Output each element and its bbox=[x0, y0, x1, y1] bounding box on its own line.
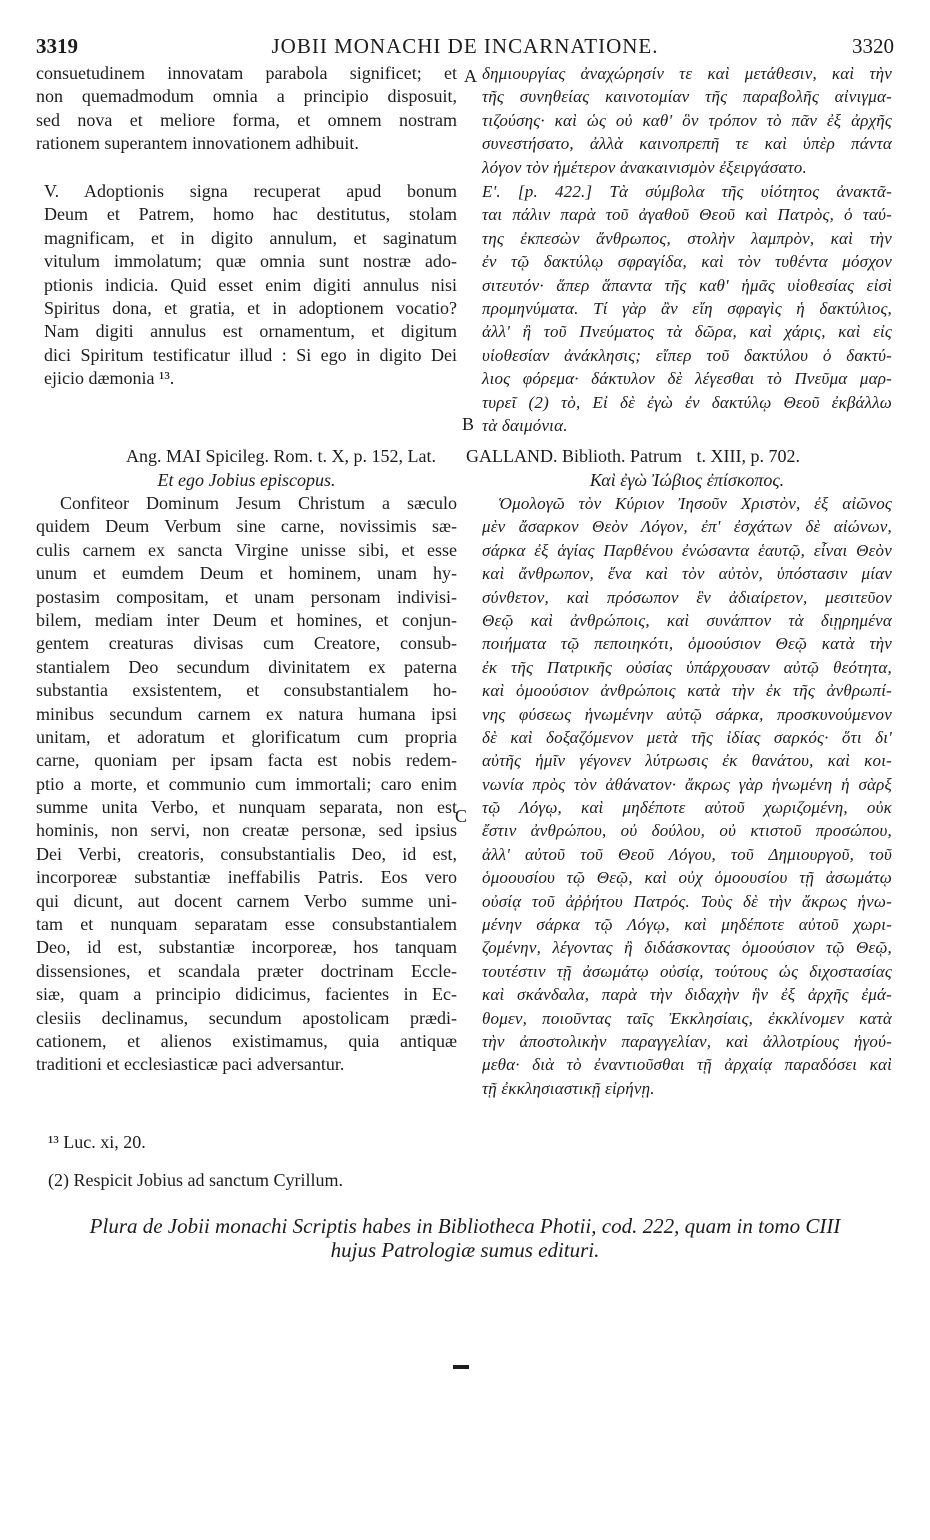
confession-greek bbox=[482, 492, 892, 1100]
text-line: της ἐκπεσὼν ἄνθρωπος, στολὴν λαμπρὸν, καὶ τὴν bbox=[482, 228, 892, 248]
text-line: V. Adoptionis signa recuperat apud bonum bbox=[44, 181, 457, 201]
running-header bbox=[36, 34, 894, 60]
text-line: οὐσίᾳ τοῦ ἀῤῥήτου Πατρός. Τοὺς δὲ τὴν ἄκρως ἡνω- bbox=[482, 891, 892, 911]
text-line: cationem, et alienos existimamus, quia antiquæ bbox=[36, 1030, 457, 1051]
text-line: ἀλλ' ἢ τοῦ Πνεύματος τὰ δῶρα, καὶ χάρις, καὶ εἰς bbox=[482, 322, 892, 342]
end-dash bbox=[453, 1365, 469, 1369]
page-title: JOBII MONACHI DE INCARNATIONE. bbox=[271, 34, 659, 58]
subtitle-latin: Et ego Jobius episcopus. bbox=[157, 470, 336, 490]
text-line: ptio a morte, et communio cum immortali; caro enim bbox=[36, 773, 457, 794]
text-line: ἐν τῷ δακτύλῳ σφραγίδα, καὶ τὸν τυθέντα μόσχον bbox=[482, 252, 892, 272]
closing-note-line-2: hujus Patrologiæ sumus edituri. bbox=[330, 1238, 600, 1262]
text-line: Deum et Patrem, homo hac destitutus, stolam bbox=[44, 204, 457, 225]
text-line: ται πάλιν παρὰ τοῦ ἀγαθοῦ Θεοῦ καὶ Πατρὸς, ὁ ταύ- bbox=[482, 205, 892, 225]
text-line: συνεστήσατο, ἀλλὰ καινοπρεπῆ τε καὶ ὑπὲρ πάντα bbox=[482, 134, 892, 154]
text-line: νης φύσεως ἡνωμένην αὐτῷ σάρκα, προσκυνούμενον bbox=[482, 704, 892, 724]
text-line: θομεν, ποιοῦντας ταῖς Ἐκκλησίαις, ἐκκλίνομεν κατὰ bbox=[482, 1008, 892, 1028]
text-line: culis carnem ex sancta Virgine unisse sibi, et esse bbox=[36, 539, 457, 560]
text-line: αὐτῆς ἡμῖν γέγονεν λύτρωσις ἐκ θανάτου, καὶ κοι- bbox=[482, 751, 892, 771]
text-line: quidem Deum Verbum sine carne, novissimis sæ- bbox=[36, 516, 457, 537]
subtitle-greek: Καὶ ἐγὼ Ἰώβιος ἐπίσκοπος. bbox=[589, 470, 785, 490]
text-line: substantia exsistentem, et consubstantialem ho- bbox=[36, 680, 457, 701]
text-line: ἐκ τῆς Πατρικῆς οὐσίας ὑπάρχουσαν αὐτῷ θεότητα, bbox=[482, 657, 892, 677]
section-v-greek bbox=[482, 180, 892, 437]
section-v-latin bbox=[44, 180, 457, 391]
closing-note bbox=[36, 1214, 894, 1262]
text-line: ποιήματα τῷ πεποιηκότι, ὁμοούσιον Θεῷ κατὰ τὴν bbox=[482, 634, 892, 654]
text-line: τιζούσης· καὶ ὡς οὐ καθ' ὃν τρόπον τὸ πᾶν ἐξ ἀρχῆς bbox=[482, 110, 892, 130]
text-line: magnificam, et in digito annulum, et saginatum bbox=[44, 227, 457, 248]
text-line: τῆς συνηθείας καινοτομίαν τῆς παραβολῆς αἰνιγμα- bbox=[482, 87, 892, 107]
text-line: υἱοθεσίαν ἀνάκλησις; εἴπερ τοῦ δακτύλου ὁ δακτύ- bbox=[482, 345, 892, 365]
text-line: Dei Verbi, creatoris, consubstantialis Deo, id est, bbox=[36, 843, 457, 864]
text-line: gentem creaturas divisas cum Creatore, consub- bbox=[36, 633, 457, 654]
text-line: τῇ ἐκκλησιαστικῇ εἰρήνῃ. bbox=[482, 1078, 655, 1098]
reference-galland: GALLAND. Biblioth. Patrum bbox=[466, 446, 682, 466]
text-line: unitam, et adoratum et glorificatum cum propria bbox=[36, 726, 457, 747]
text-line: hominis, non servi, non creatæ personæ, sed ipsius bbox=[36, 820, 457, 841]
column-number-right: 3320 bbox=[852, 34, 894, 58]
text-line: δημιουργίας ἀναχώρησίν τε καὶ μετάθεσιν, καὶ τὴν bbox=[482, 64, 892, 83]
text-line: unum et eumdem Deum et hominem, unam hy- bbox=[36, 563, 457, 584]
text-line: siæ, quam a principio didicimus, facientes in Ec- bbox=[36, 984, 457, 1005]
text-line: Spiritus dona, et gratia, et in adoptionem vocatio? bbox=[44, 297, 457, 318]
text-line: clesiis declinamus, secundum apostolicam prædi- bbox=[36, 1007, 457, 1028]
text-line: τῷ Λόγῳ, καὶ μηδέποτε αὐτοῦ χωριζομένη, οὐκ bbox=[482, 798, 892, 818]
text-line: προμηνύματα. Τί γὰρ ἂν εἴη σφραγὶς ἡ δακτύλιος, bbox=[482, 298, 892, 318]
text-line: μένην σάρκα τῷ Λόγῳ, καὶ μηδέποτε αὐτοῦ χωρι- bbox=[482, 915, 892, 935]
text-line: postasim compositam, et unam personam indivisi- bbox=[36, 586, 457, 607]
text-line: τὴν ἀποστολικὴν παραγγελίαν, καὶ ἀλλοτρίους ἡγού- bbox=[482, 1031, 892, 1051]
column-number-left: 3319 bbox=[36, 34, 78, 58]
text-line: dissensiones, et scandala præter doctrinam Eccle- bbox=[36, 960, 457, 981]
text-line: vitulum immolatum; quæ omnia sunt nostræ ado- bbox=[44, 251, 457, 272]
text-line: incorporeæ substantiæ ineffabilis Patris. Eos vero bbox=[36, 867, 457, 888]
text-line: μὲν ἄσαρκον Θεὸν Λόγον, ἐπ' ἐσχάτων δὲ αἰώνων, bbox=[482, 517, 892, 537]
footnote-13: ¹³ Luc. xi, 20. bbox=[48, 1132, 146, 1152]
text-line: ἔστιν ἀνθρώπου, οὐ δούλου, οὐ κτιστοῦ προσώπου, bbox=[482, 821, 892, 841]
margin-letter-c: C bbox=[455, 806, 468, 826]
reference-mai: Ang. MAI Spicileg. Rom. t. X, p. 152, Lat. bbox=[126, 446, 436, 466]
text-line: σιτευτόν· ἅπερ ἅπαντα τῆς καθ' ἡμᾶς υἱοθεσίας εἰσὶ bbox=[482, 275, 892, 295]
text-line: τουτέστιν τῇ ἀσωμάτῳ οὐσίᾳ, τούτους ὡς διχοστασίας bbox=[482, 961, 892, 981]
text-line: καὶ ἄνθρωπον, ἕνα καὶ τὸν αὐτὸν, ὑπόστασιν μίαν bbox=[482, 564, 892, 584]
text-line: ejicio dæmonia ¹³. bbox=[44, 368, 175, 389]
text-line: λιος φόρεμα· δάκτυλον δὲ λέγεσθαι τὸ Πνεῦμα μαρ- bbox=[482, 369, 892, 389]
text-line: summe unita Verbo, et nunquam separata, non est bbox=[36, 797, 457, 818]
text-line: tam et nunquam separatam esse consubstantialem bbox=[36, 914, 457, 935]
text-line: τυρεῖ (2) τὸ, Εἰ δὲ ἐγὼ ἐν δακτύλῳ Θεοῦ ἐκβάλλω bbox=[482, 392, 892, 412]
margin-letter-b: B bbox=[462, 414, 475, 434]
text-line: καὶ ὁμοούσιον ἀνθρώποις κατὰ τὴν ἐκ τῆς ἀνθρωπί- bbox=[482, 681, 892, 701]
text-line: ἀλλ' αὐτοῦ τοῦ Θεοῦ Λόγου, τοῦ Δημιουργοῦ, τοῦ bbox=[482, 844, 892, 864]
reference-volume: t. XIII, p. 702. bbox=[696, 446, 800, 466]
text-line: sed nova et meliore forma, et omnem nostram bbox=[36, 109, 457, 130]
text-line: traditioni et ecclesiasticæ paci adversantur. bbox=[36, 1054, 345, 1075]
text-line: νωνία πρὸς τὸν ἀθάνατον· ἄκρως γὰρ ἡνωμένη ἡ σὰρξ bbox=[482, 774, 892, 794]
top-latin-column bbox=[36, 62, 457, 156]
text-line: Ε'. [p. 422.] Τὰ σύμβολα τῆς υἱότητος ἀνακτᾶ- bbox=[482, 182, 892, 201]
text-line: Confiteor Dominum Jesum Christum a sæculo bbox=[60, 493, 457, 513]
text-line: qui dicunt, aut docent carnem Verbo summe uni- bbox=[36, 890, 457, 911]
text-line: ζομένην, λέγοντας ἢ διδάσκοντας ὁμοούσιον τῷ Θεῷ, bbox=[482, 938, 892, 958]
text-line: dici Spiritum testificatur illud : Si ego in digito Dei bbox=[44, 344, 457, 365]
text-line: δὲ καὶ δοξαζόμενον μετὰ τῆς ἰδίας σαρκός· ὅτι δι' bbox=[482, 727, 892, 747]
text-line: bilem, mediam inter Deum et homines, et conjun- bbox=[36, 609, 457, 630]
text-line: ptionis indicia. Quid esset enim digiti annulus nisi bbox=[44, 274, 457, 295]
confession-latin bbox=[36, 492, 457, 1077]
footnote-2: (2) Respicit Jobius ad sanctum Cyrillum. bbox=[48, 1170, 343, 1190]
text-line: Θεῷ καὶ ἀνθρώποις, καὶ συνάπτον τὰ διῃρημένα bbox=[482, 610, 892, 630]
text-line: μεθα· διὰ τὸ ἐναντιοῦσθαι τῇ ἀρχαίᾳ παραδόσει καὶ bbox=[482, 1055, 892, 1075]
text-line: rationem superantem innovationem adhibuit. bbox=[36, 133, 359, 154]
text-line: καὶ σκάνδαλα, παρὰ τὴν διδαχὴν ἣν ἐξ ἀρχῆς ἐμά- bbox=[482, 985, 892, 1005]
text-line: carne, quoniam per ipsam facta est nobis redem- bbox=[36, 750, 457, 771]
text-line: σάρκα ἐξ ἁγίας Παρθένου ἐνώσαντα ἑαυτῷ, εἶναι Θεὸν bbox=[482, 540, 892, 560]
text-line: consuetudinem innovatam parabola significet; et bbox=[36, 63, 457, 83]
text-line: Nam digiti annulus est ornamentum, et digitum bbox=[44, 321, 457, 342]
text-line: τὰ δαιμόνια. bbox=[482, 415, 568, 435]
text-line: λόγον τὸν ἡμέτερον ἀνακαινισμὸν ἐξειργάσατο. bbox=[482, 157, 807, 177]
text-line: minibus secundum carnem ex natura humana ipsi bbox=[36, 703, 457, 724]
text-line: Ὁμολογῶ τὸν Κύριον Ἰησοῦν Χριστὸν, ἐξ αἰῶνος bbox=[498, 494, 892, 513]
closing-note-line-1: Plura de Jobii monachi Scriptis habes in Bibliotheca Photii, cod. 222, quam in tomo CIII bbox=[89, 1214, 841, 1238]
text-line: stantialem Deo secundum divinitatem ex paterna bbox=[36, 656, 457, 677]
text-line: ὁμοουσίου τῷ Θεῷ, καὶ οὐχ ὁμοουσίου τῇ ἀσωμάτῳ bbox=[482, 868, 892, 888]
text-line: Deo, id est, substantiæ incorporeæ, hos tanquam bbox=[36, 937, 457, 958]
text-line: σύνθετον, καὶ πρόσωπον ἓν ἀδιαίρετον, μεσιτεῦον bbox=[482, 587, 892, 607]
margin-letter-a: A bbox=[464, 66, 477, 86]
text-line: non quemadmodum omnia a principio disposuit, bbox=[36, 86, 457, 107]
top-greek-column bbox=[482, 62, 892, 179]
